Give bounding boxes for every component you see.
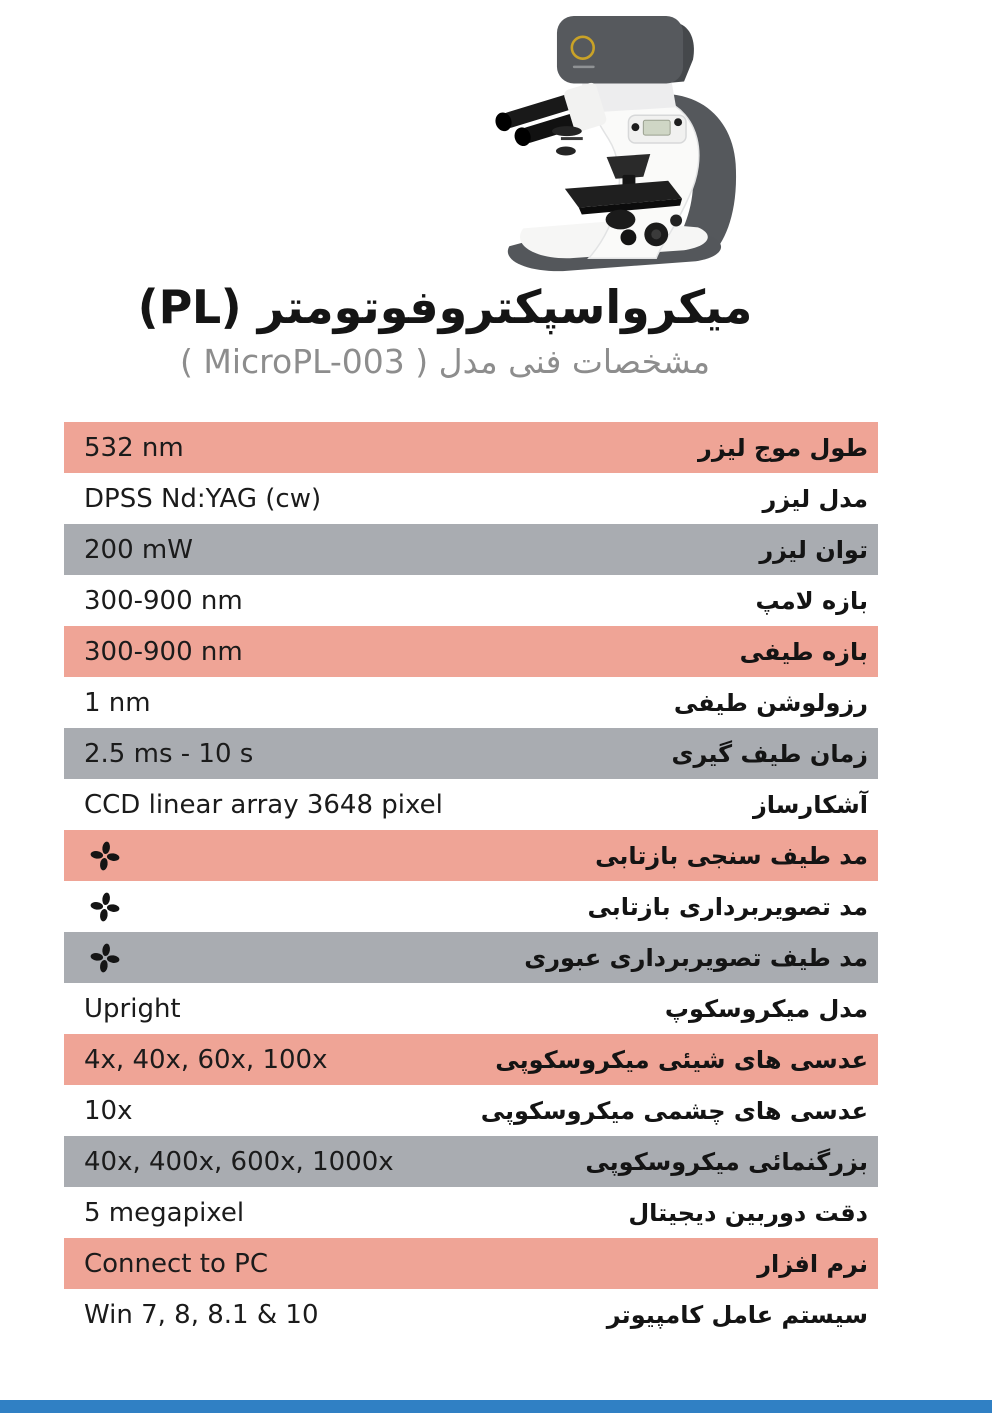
spec-table xyxy=(64,422,878,1340)
page-subtitle: مشخصات فنی مدل ( MicroPL-003 ) xyxy=(180,342,710,382)
spec-value: 10x xyxy=(84,1095,133,1126)
microscope-image xyxy=(468,10,773,288)
spec-row xyxy=(64,830,878,881)
spec-label: بزرگنمائی میکروسکوپی xyxy=(585,1147,868,1176)
spec-label: مد طیف تصویربرداری عبوری xyxy=(524,943,868,972)
spec-row xyxy=(64,983,878,1034)
spec-value: 532 nm xyxy=(84,432,184,463)
spec-row xyxy=(64,575,878,626)
spec-label: آشکارساز xyxy=(752,790,868,819)
spec-row xyxy=(64,1289,878,1340)
spec-label: مد تصویربرداری بازتابی xyxy=(587,892,868,921)
spec-label: عدسی های چشمی میکروسکوپی xyxy=(480,1096,868,1125)
header xyxy=(95,280,795,382)
display-panel-icon xyxy=(628,115,686,143)
spec-label: نرم افزار xyxy=(757,1249,868,1278)
spec-value xyxy=(84,892,120,922)
spec-label: سیستم عامل کامپیوتر xyxy=(606,1300,868,1329)
spec-value: 4x, 40x, 60x, 100x xyxy=(84,1044,328,1075)
spec-label: بازه طیفی xyxy=(739,637,868,666)
feature-included-icon xyxy=(90,841,120,871)
spec-label: زمان طیف گیری xyxy=(671,739,868,768)
spec-row xyxy=(64,1136,878,1187)
spec-row xyxy=(64,626,878,677)
spec-value: 200 mW xyxy=(84,534,193,565)
spec-row xyxy=(64,677,878,728)
feature-included-icon xyxy=(90,943,120,973)
spec-row xyxy=(64,1238,878,1289)
spec-row xyxy=(64,728,878,779)
spec-value: DPSS Nd:YAG (cw) xyxy=(84,483,322,514)
spec-value: Win 7, 8, 8.1 & 10 xyxy=(84,1299,319,1330)
spec-row xyxy=(64,422,878,473)
spec-row xyxy=(64,779,878,830)
spec-value: 300-900 nm xyxy=(84,585,243,616)
spec-value: CCD linear array 3648 pixel xyxy=(84,789,443,820)
eyepiece-tubes-icon xyxy=(492,81,607,154)
spec-label: رزولوشن طیفی xyxy=(673,688,868,717)
spec-row xyxy=(64,1034,878,1085)
spec-row xyxy=(64,881,878,932)
feature-included-icon xyxy=(90,892,120,922)
spec-row xyxy=(64,1187,878,1238)
spec-label: توان لیزر xyxy=(759,535,868,564)
spec-label: بازه لامپ xyxy=(755,586,868,615)
spec-value: 5 megapixel xyxy=(84,1197,245,1228)
spec-value: Upright xyxy=(84,993,181,1024)
spec-value: Connect to PC xyxy=(84,1248,268,1279)
spec-row xyxy=(64,524,878,575)
spec-value: 40x, 400x, 600x, 1000x xyxy=(84,1146,394,1177)
spec-label: دقت دوربین دیجیتال xyxy=(628,1198,868,1227)
spec-value: 2.5 ms - 10 s xyxy=(84,738,254,769)
footer-accent-bar xyxy=(0,1400,992,1413)
spec-label: مدل میکروسکوپ xyxy=(664,994,868,1023)
spec-row xyxy=(64,473,878,524)
spec-label: عدسی های شیئی میکروسکوپی xyxy=(495,1045,868,1074)
spec-label: طول موج لیزر xyxy=(698,433,868,462)
spec-label: مدل لیزر xyxy=(762,484,868,513)
spec-row xyxy=(64,932,878,983)
spec-value xyxy=(84,943,120,973)
camera-head-icon xyxy=(557,16,694,84)
spec-row xyxy=(64,1085,878,1136)
spec-value: 1 nm xyxy=(84,687,151,718)
spec-label: مد طیف سنجی بازتابی xyxy=(595,841,868,870)
spec-value: 300-900 nm xyxy=(84,636,243,667)
page-title: میکرواسپکتروفوتومتر (PL) xyxy=(137,280,753,334)
spec-value xyxy=(84,841,120,871)
